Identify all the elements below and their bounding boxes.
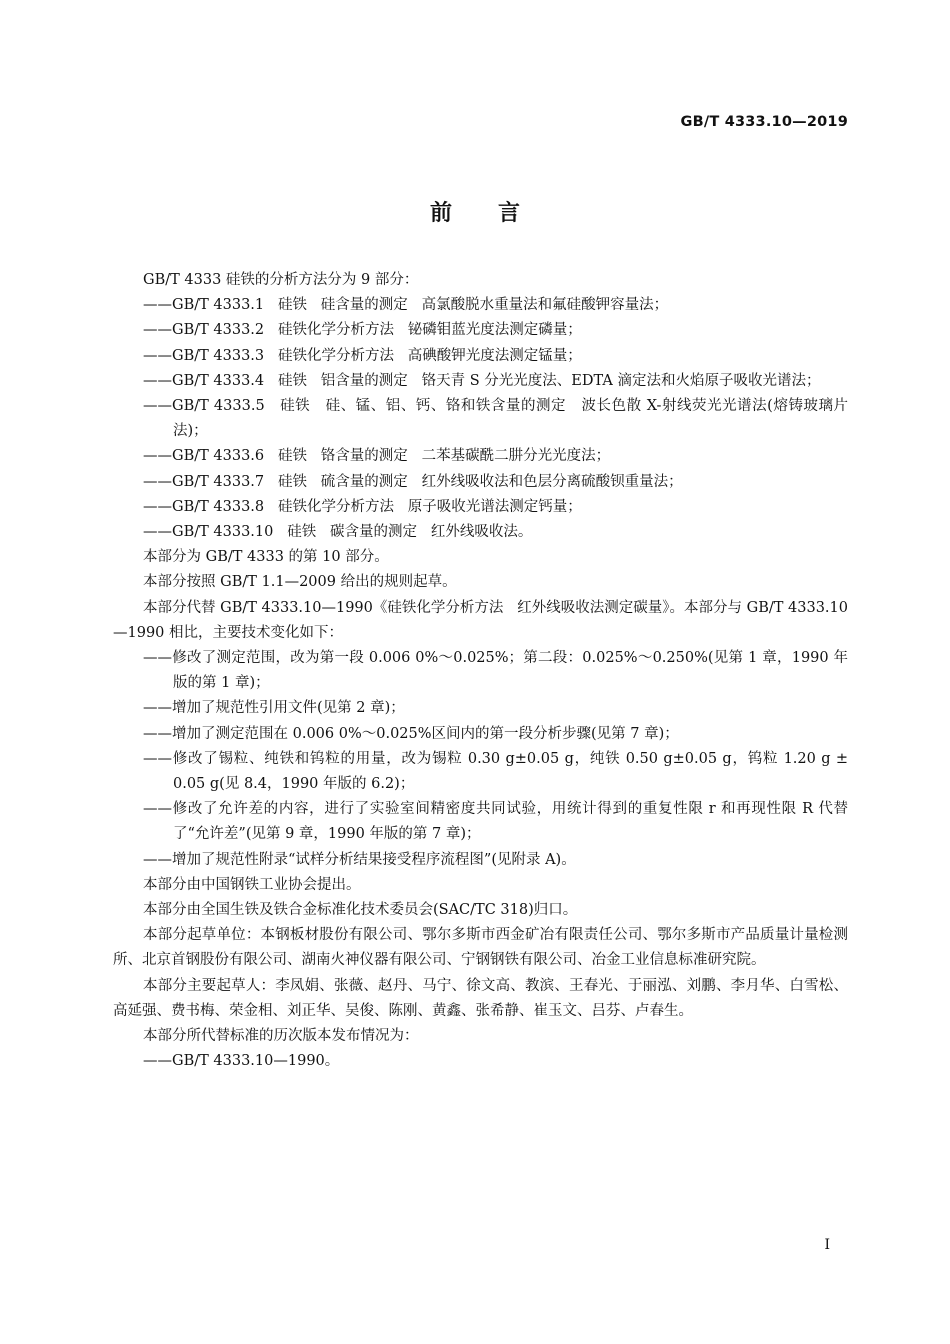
managed-by: 本部分由全国生铁及铁合金标准化技术委员会(SAC/TC 318)归口。 bbox=[143, 902, 578, 919]
history-list-item: ——GB/T 4333.10—1990。 bbox=[143, 1053, 340, 1070]
change-list-item: ——修改了允许差的内容，进行了实验室间精密度共同试验，用统计得到的重复性限 r 和再现性限 R 代替了“允许差”(见第 9 章，1990 年版的第 7 章)； bbox=[143, 801, 848, 843]
part-number-note: 本部分为 GB/T 4333 的第 10 部分。 bbox=[143, 549, 389, 566]
part-list-item: ——GB/T 4333.10 硅铁 碳含量的测定 红外线吸收法。 bbox=[143, 524, 533, 541]
drafting-units: 本部分起草单位：本钢板材股份有限公司、鄂尔多斯市西金矿冶有限责任公司、鄂尔多斯市产品质量计量检测所、北京首钢股份有限公司、湖南火神仪器有限公司、宁钢钢铁有限公司、冶金工业信息标准研究院。 bbox=[113, 927, 848, 969]
parts-intro: GB/T 4333 硅铁的分析方法分为 9 部分： bbox=[143, 272, 419, 288]
part-list-item: ——GB/T 4333.7 硅铁 硫含量的测定 红外线吸收法和色层分离硫酸钡重量法； bbox=[143, 473, 683, 490]
proposed-by: 本部分由中国钢铁工业协会提出。 bbox=[143, 876, 361, 893]
part-list-item: ——GB/T 4333.5 硅铁 硅、锰、铝、钙、铬和铁含量的测定 波长色散 X-射线荧光光谱法(熔铸玻璃片法)； bbox=[143, 398, 848, 440]
part-list-item: ——GB/T 4333.1 硅铁 硅含量的测定 高氯酸脱水重量法和氟硅酸钾容量法； bbox=[143, 297, 669, 314]
part-list-item: ——GB/T 4333.8 硅铁化学分析方法 原子吸收光谱法测定钙量； bbox=[143, 498, 582, 515]
page-number: I bbox=[824, 1237, 830, 1253]
replaces-paragraph: 本部分代替 GB/T 4333.10—1990《硅铁化学分析方法 红外线吸收法测定碳量》。本部分与 GB/T 4333.10—1990 相比，主要技术变化如下： bbox=[113, 599, 848, 641]
title-char-2: 言 bbox=[498, 201, 521, 226]
drafters: 本部分主要起草人：李凤娟、张薇、赵丹、马宁、徐文高、教滨、王春光、于丽泓、刘鹏、李月华、白雪松、高延强、费书梅、荣金相、刘正华、吴俊、陈刚、黄鑫、张希静、崔玉文、吕芬、卢春生。 bbox=[113, 977, 848, 1019]
change-list-item: ——增加了规范性附录“试样分析结果接受程序流程图”(见附录 A)。 bbox=[143, 851, 576, 868]
part-list-item: ——GB/T 4333.6 硅铁 铬含量的测定 二苯基碳酰二肼分光光度法； bbox=[143, 448, 611, 465]
change-list-item: ——修改了锡粒、纯铁和钨粒的用量，改为锡粒 0.30 g±0.05 g，纯铁 0.50 g±0.05 g，钨粒 1.20 g ± 0.05 g(见 8.4，1990 年版的 6.2)； bbox=[143, 750, 853, 793]
drafting-rules: 本部分按照 GB/T 1.1—2009 给出的规则起草。 bbox=[143, 574, 457, 591]
page-title bbox=[0, 196, 950, 227]
title-char-1: 前 bbox=[429, 201, 452, 226]
history-intro: 本部分所代替标准的历次版本发布情况为： bbox=[143, 1028, 419, 1045]
part-list-item: ——GB/T 4333.3 硅铁化学分析方法 高碘酸钾光度法测定锰量； bbox=[143, 347, 582, 364]
part-list-item: ——GB/T 4333.2 硅铁化学分析方法 铋磷钼蓝光度法测定磷量； bbox=[143, 322, 582, 339]
part-list-item: ——GB/T 4333.4 硅铁 铝含量的测定 铬天青 S 分光光度法、EDTA 滴定法和火焰原子吸收光谱法； bbox=[143, 372, 821, 389]
foreword-body bbox=[113, 268, 853, 1075]
change-list-item: ——增加了测定范围在 0.006 0%～0.025%区间内的第一段分析步骤(见第 7 章)； bbox=[143, 725, 679, 742]
standard-code: GB/T 4333.10—2019 bbox=[680, 114, 848, 130]
change-list-item: ——修改了测定范围，改为第一段 0.006 0%～0.025%；第二段：0.025%～0.250%(见第 1 章，1990 年版的第 1 章)； bbox=[143, 650, 848, 692]
change-list-item: ——增加了规范性引用文件(见第 2 章)； bbox=[143, 700, 405, 717]
